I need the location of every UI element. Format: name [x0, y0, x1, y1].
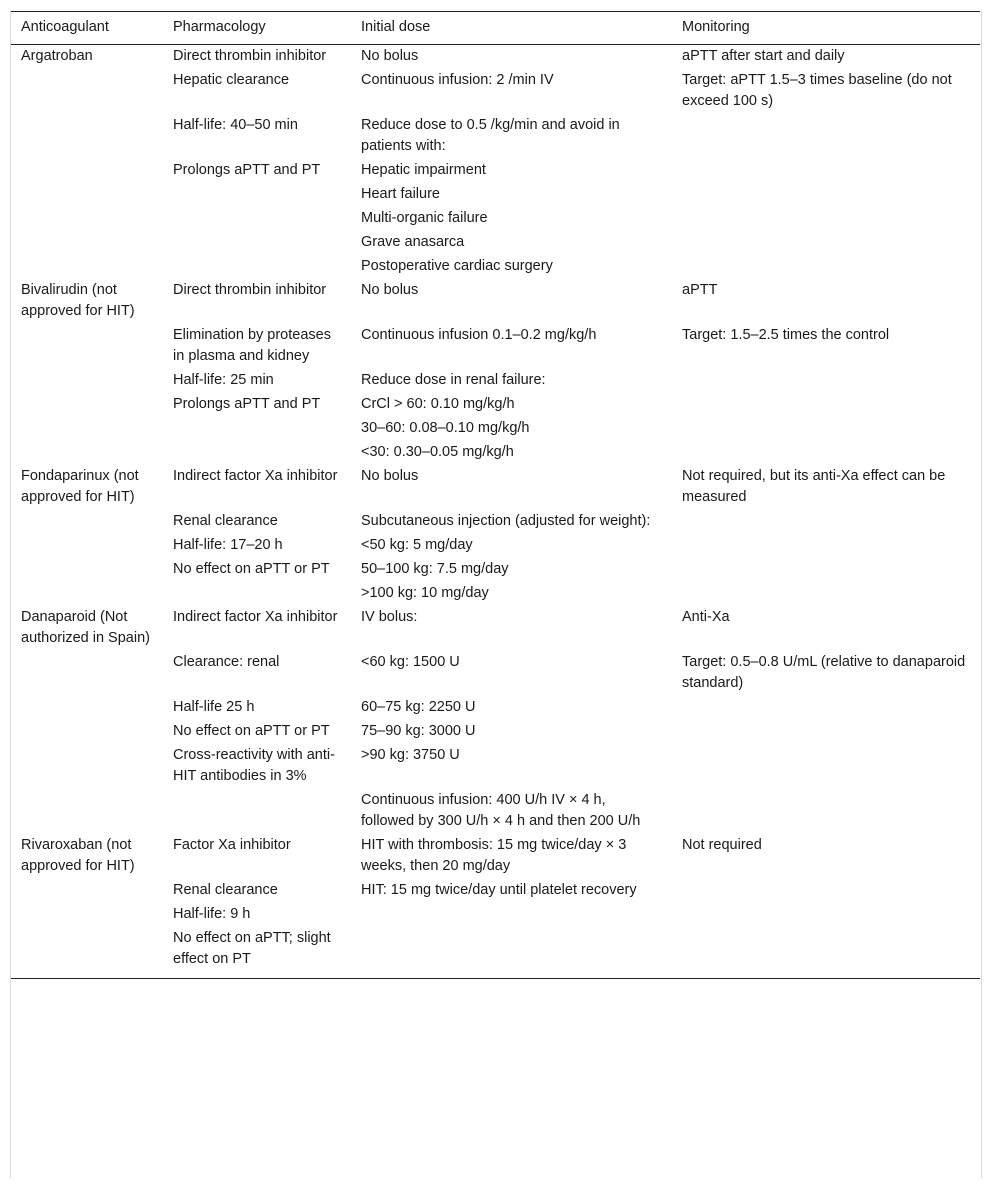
- monitoring-cell: aPTT: [682, 282, 718, 298]
- initial-dose-cell: 30–60: 0.08–0.10 mg/kg/h: [361, 420, 530, 436]
- anticoagulant-cell: [11, 696, 163, 720]
- initial-dose-cell: Continuous infusion: 400 U/h IV × 4 h, followed by 300 U/h × 4 h and then 200 U/h: [361, 792, 641, 829]
- header-initial-dose: Initial dose: [361, 19, 431, 35]
- pharmacology-cell: Direct thrombin inhibitor: [173, 48, 327, 64]
- monitoring-cell: [672, 159, 980, 183]
- pharmacology-cell: [163, 207, 351, 231]
- pharmacology-cell: Half-life: 40–50 min: [173, 117, 298, 133]
- initial-dose-cell: HIT with thrombosis: 15 mg twice/day × 3 weeks, then 20 mg/day: [361, 837, 627, 874]
- table-row: [11, 720, 980, 744]
- monitoring-cell: Target: 0.5–0.8 U/mL (relative to danaparoid standard): [682, 654, 966, 691]
- pharmacology-cell: No effect on aPTT or PT: [173, 723, 330, 739]
- anticoagulant-cell: [11, 510, 163, 534]
- header-monitoring: Monitoring: [682, 19, 750, 35]
- initial-dose-cell: No bolus: [361, 468, 419, 484]
- table-row: [11, 903, 980, 927]
- anticoagulant-cell: [11, 417, 163, 441]
- pharmacology-cell: Hepatic clearance: [173, 72, 290, 88]
- pharmacology-cell: Half-life: 9 h: [173, 906, 251, 922]
- anticoagulant-cell: [11, 927, 163, 979]
- anticoagulant-cell: [11, 369, 163, 393]
- pharmacology-cell: No effect on aPTT; slight effect on PT: [173, 930, 331, 967]
- anticoagulant-cell: [11, 183, 163, 207]
- anticoagulant-cell: Bivalirudin (not approved for HIT): [21, 282, 135, 319]
- table-row: [11, 696, 980, 720]
- monitoring-cell: [672, 183, 980, 207]
- table-row: [11, 510, 980, 534]
- header-pharmacology: Pharmacology: [173, 19, 266, 35]
- monitoring-cell: [672, 696, 980, 720]
- monitoring-cell: [672, 231, 980, 255]
- monitoring-cell: [672, 417, 980, 441]
- table-row: [11, 558, 980, 582]
- anticoagulant-cell: [11, 744, 163, 789]
- pharmacology-cell: Prolongs aPTT and PT: [173, 396, 321, 412]
- table-body: [11, 45, 980, 979]
- monitoring-cell: Not required, but its anti-Xa effect can be measured: [682, 468, 946, 505]
- anticoagulant-cell: [11, 231, 163, 255]
- initial-dose-cell: Continuous infusion 0.1–0.2 mg/kg/h: [361, 327, 597, 343]
- header-anticoagulant: Anticoagulant: [21, 19, 109, 35]
- pharmacology-cell: [163, 441, 351, 465]
- monitoring-cell: Target: aPTT 1.5–3 times baseline (do not exceed 100 s): [682, 72, 952, 109]
- initial-dose-cell: Reduce dose in renal failure:: [361, 372, 546, 388]
- anticoagulant-cell: [11, 582, 163, 606]
- initial-dose-cell: >100 kg: 10 mg/day: [361, 585, 489, 601]
- monitoring-cell: [672, 789, 980, 834]
- initial-dose-cell: 50–100 kg: 7.5 mg/day: [361, 561, 509, 577]
- table-row: [11, 417, 980, 441]
- monitoring-cell: [672, 927, 980, 979]
- table-row: [11, 114, 980, 159]
- monitoring-cell: [672, 534, 980, 558]
- anticoagulant-table: [11, 11, 980, 979]
- initial-dose-cell: >90 kg: 3750 U: [361, 747, 460, 763]
- anticoagulant-cell: [11, 441, 163, 465]
- monitoring-cell: [672, 720, 980, 744]
- monitoring-cell: [672, 393, 980, 417]
- monitoring-cell: [672, 903, 980, 927]
- table-row: [11, 606, 980, 651]
- table-row: [11, 183, 980, 207]
- anticoagulant-cell: [11, 558, 163, 582]
- pharmacology-cell: [163, 231, 351, 255]
- pharmacology-cell: No effect on aPTT or PT: [173, 561, 330, 577]
- monitoring-cell: [672, 510, 980, 534]
- header-row: [11, 12, 980, 45]
- anticoagulant-cell: [11, 720, 163, 744]
- anticoagulant-cell: [11, 69, 163, 114]
- pharmacology-cell: [163, 789, 351, 834]
- table-row: [11, 789, 980, 834]
- monitoring-cell: Target: 1.5–2.5 times the control: [682, 327, 890, 343]
- table-row: [11, 651, 980, 696]
- anticoagulant-cell: [11, 255, 163, 279]
- table-row: [11, 255, 980, 279]
- pharmacology-cell: Half-life: 17–20 h: [173, 537, 283, 553]
- initial-dose-cell: Continuous infusion: 2 /min IV: [361, 72, 554, 88]
- table-row: [11, 879, 980, 903]
- table-row: [11, 207, 980, 231]
- pharmacology-cell: [163, 417, 351, 441]
- pharmacology-cell: Prolongs aPTT and PT: [173, 162, 321, 178]
- pharmacology-cell: Half-life 25 h: [173, 699, 255, 715]
- pharmacology-cell: Direct thrombin inhibitor: [173, 282, 327, 298]
- initial-dose-cell: Postoperative cardiac surgery: [361, 258, 553, 274]
- pharmacology-cell: Clearance: renal: [173, 654, 280, 670]
- table-row: [11, 744, 980, 789]
- monitoring-cell: [672, 207, 980, 231]
- monitoring-cell: Not required: [682, 837, 762, 853]
- pharmacology-cell: Indirect factor Xa inhibitor: [173, 609, 338, 625]
- pharmacology-cell: Elimination by proteases in plasma and kidney: [173, 327, 331, 364]
- table-row: [11, 927, 980, 979]
- initial-dose-cell: <30: 0.30–0.05 mg/kg/h: [361, 444, 514, 460]
- initial-dose-cell: 75–90 kg: 3000 U: [361, 723, 476, 739]
- table-row: [11, 534, 980, 558]
- table-row: [11, 393, 980, 417]
- monitoring-cell: [672, 879, 980, 903]
- monitoring-cell: [672, 441, 980, 465]
- anticoagulant-cell: [11, 159, 163, 183]
- anticoagulant-cell: [11, 393, 163, 417]
- initial-dose-cell: [351, 903, 672, 927]
- initial-dose-cell: Subcutaneous injection (adjusted for weight):: [361, 513, 651, 529]
- table-row: [11, 69, 980, 114]
- anticoagulant-cell: [11, 789, 163, 834]
- initial-dose-cell: Grave anasarca: [361, 234, 465, 250]
- anticoagulant-cell: [11, 879, 163, 903]
- initial-dose-cell: CrCl > 60: 0.10 mg/kg/h: [361, 396, 515, 412]
- table-row: [11, 465, 980, 510]
- initial-dose-cell: Multi-organic failure: [361, 210, 488, 226]
- table-row: [11, 279, 980, 324]
- anticoagulant-cell: [11, 903, 163, 927]
- initial-dose-cell: No bolus: [361, 48, 419, 64]
- initial-dose-cell: IV bolus:: [361, 609, 418, 625]
- monitoring-cell: [672, 369, 980, 393]
- table-row: [11, 441, 980, 465]
- table-row: [11, 231, 980, 255]
- monitoring-cell: [672, 558, 980, 582]
- initial-dose-cell: Heart failure: [361, 186, 440, 202]
- initial-dose-cell: HIT: 15 mg twice/day until platelet recovery: [361, 882, 637, 898]
- initial-dose-cell: <60 kg: 1500 U: [361, 654, 460, 670]
- monitoring-cell: aPTT after start and daily: [682, 48, 845, 64]
- monitoring-cell: [672, 114, 980, 159]
- table-row: [11, 834, 980, 879]
- anticoagulant-cell: [11, 651, 163, 696]
- initial-dose-cell: 60–75 kg: 2250 U: [361, 699, 476, 715]
- pharmacology-cell: Indirect factor Xa inhibitor: [173, 468, 338, 484]
- table-header: [11, 12, 980, 45]
- initial-dose-cell: Hepatic impairment: [361, 162, 486, 178]
- anticoagulant-cell: Fondaparinux (not approved for HIT): [21, 468, 139, 505]
- anticoagulant-cell: [11, 114, 163, 159]
- initial-dose-cell: <50 kg: 5 mg/day: [361, 537, 473, 553]
- monitoring-cell: [672, 255, 980, 279]
- anticoagulant-cell: [11, 207, 163, 231]
- anticoagulant-cell: Danaparoid (Not authorized in Spain): [21, 609, 150, 646]
- table-row: [11, 159, 980, 183]
- anticoagulant-cell: [11, 324, 163, 369]
- monitoring-cell: Anti-Xa: [682, 609, 730, 625]
- monitoring-cell: [672, 582, 980, 606]
- anticoagulant-cell: [11, 534, 163, 558]
- pharmacology-cell: Half-life: 25 min: [173, 372, 274, 388]
- pharmacology-cell: [163, 255, 351, 279]
- pharmacology-cell: Renal clearance: [173, 882, 278, 898]
- initial-dose-cell: No bolus: [361, 282, 419, 298]
- anticoagulant-cell: Rivaroxaban (not approved for HIT): [21, 837, 135, 874]
- pharmacology-cell: Factor Xa inhibitor: [173, 837, 291, 853]
- table-row: [11, 324, 980, 369]
- pharmacology-cell: [163, 582, 351, 606]
- initial-dose-cell: [351, 927, 672, 979]
- table-row: [11, 582, 980, 606]
- monitoring-cell: [672, 744, 980, 789]
- pharmacology-cell: Cross-reactivity with anti-HIT antibodies in 3%: [173, 747, 335, 784]
- pharmacology-cell: [163, 183, 351, 207]
- initial-dose-cell: Reduce dose to 0.5 /kg/min and avoid in patients with:: [361, 117, 620, 154]
- table-row: [11, 369, 980, 393]
- pharmacology-cell: Renal clearance: [173, 513, 278, 529]
- table-row: [11, 45, 980, 70]
- anticoagulant-cell: Argatroban: [21, 48, 93, 64]
